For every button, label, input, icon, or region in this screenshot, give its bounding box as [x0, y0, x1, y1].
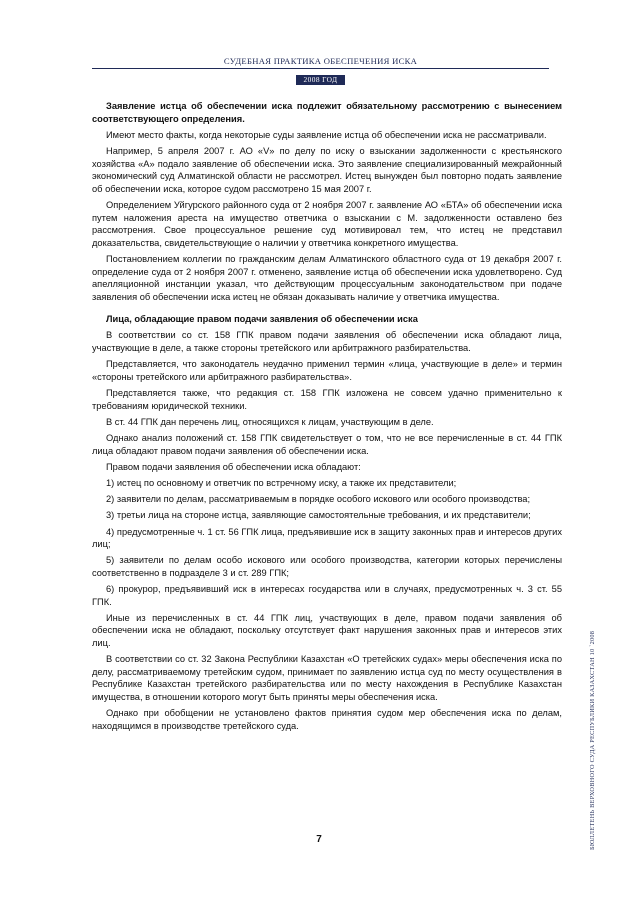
- paragraph: Определением Уйгурского районного суда от 2 ноября 2007 г. заявление АО «БТА» об обеспечении иска путем наложения ареста на имущество ответчика о взыскании с М. задолженности оставлено без рассмотрения. Свое процессуальное решение суд мотивировал тем, что истец не представил доказательства, свидетельствующие о наличии у ответчика конкретного имущества.: [92, 199, 562, 248]
- list-item: 3) третьи лица на стороне истца, заявляющие самостоятельные требования, и их представители;: [106, 510, 531, 521]
- paragraph: Имеют место факты, когда некоторые суды заявление истца об обеспечении иска не рассматривали.: [106, 129, 547, 140]
- side-margin: [586, 620, 598, 850]
- paragraph: Однако анализ положений ст. 158 ГПК свидетельствует о том, что не все перечисленные в ст. 44 ГПК лица обладают правом подачи заявления об обеспечении иска.: [92, 433, 562, 456]
- header-title: СУДЕБНАЯ ПРАКТИКА ОБЕСПЕЧЕНИЯ ИСКА: [223, 56, 418, 66]
- list-item: 2) заявители по делам, рассматриваемым в порядке особого искового или особого производства;: [106, 494, 531, 505]
- running-header: [92, 56, 549, 87]
- list-item: 6) прокурор, предъявивший иск в интересах государства или в случаях, предусмотренных ч. 3 ст. 55 ГПК.: [92, 584, 562, 607]
- page-number: 7: [316, 834, 322, 845]
- list-item: 1) истец по основному и ответчик по встречному иску, а также их представители;: [106, 477, 457, 488]
- paragraph: Заявление истца об обеспечении иска подлежит обязательному рассмотрению с вынесением соответствующего определения.: [92, 101, 562, 124]
- paragraph: В ст. 44 ГПК дан перечень лиц, относящихся к лицам, участвующим в деле.: [106, 416, 434, 427]
- paragraph: Иные из перечисленных в ст. 44 ГПК лиц, участвующих в деле, правом подачи заявления об обеспечении иска не обладают, поскольку отсутствует факт нарушения законных прав и интересов этих лиц.: [92, 612, 562, 649]
- list-item: 5) заявители по делам особо искового или особого производства, категории которых перечислены соответственно в подразделе 3 и ст. 289 ГПК;: [92, 555, 562, 578]
- paragraph: В соответствии со ст. 32 Закона Республики Казахстан «О третейских судах» меры обеспечения иска по делу, рассматриваемому третейским судом, принимает по заявлению истца суд по месту осуществления в Республике Казахстан третейского разбирательства или по месту нахождения в Республике Казахстан имущества, в отношении которого могут быть приняты меры обеспечения иска.: [92, 654, 562, 703]
- paragraph: Постановлением коллегии по гражданским делам Алматинского областного суда от 19 декабря 2007 г. определение суда от 2 ноября 2007 г. отменено, заявление истца об обеспечении иска удовлетворено. Суд апелляционной инстанции указал, что действующим процессуальным законодательством при подаче заявления об обеспечении иска истец не обязан доказывать наличие у ответчика имущества.: [92, 253, 562, 302]
- list-item: 4) предусмотренные ч. 1 ст. 56 ГПК лица, предъявившие иск в защиту законных прав и интересов других лиц;: [92, 526, 562, 550]
- section-heading: Лица, обладающие правом подачи заявления об обеспечении иска: [106, 314, 418, 325]
- paragraph: Например, 5 апреля 2007 г. АО «V» по делу по иску о взыскании задолженности с крестьянского хозяйства «А» подало заявление об обеспечении иска. Это заявление специализированный межрайонный экономический суд Алматинской области не рассмотрел. Истец вынужден был повторно подать заявление об обеспечении иска, которое судом рассмотрено 15 мая 2007 г.: [92, 145, 562, 194]
- paragraph: Правом подачи заявления об обеспечении иска обладают:: [106, 461, 361, 472]
- header-rule: [92, 68, 549, 69]
- bulletin-side-title: БЮЛЛЕТЕНЬ ВЕРХОВНОГО СУДА РЕСПУБЛИКИ КАЗАХСТАН 10 `2008: [589, 630, 596, 850]
- page-body: [92, 100, 562, 736]
- paragraph: Представляется также, что редакция ст. 158 ГПК изложена не совсем удачно применительно к требованиям юридической техники.: [92, 388, 562, 411]
- paragraph: Представляется, что законодатель неудачно применил термин «лица, участвующие в деле» и термин «стороны третейского или арбитражного разбирательства».: [92, 359, 562, 382]
- header-year-badge: 2008 ГОД: [296, 75, 346, 85]
- paragraph: Однако при обобщении не установлено фактов принятия судом мер обеспечения иска по делам, находящимся в производстве третейского суда.: [92, 708, 562, 731]
- paragraph: В соответствии со ст. 158 ГПК правом подачи заявления об обеспечении иска обладают лица, участвующие в деле, а также стороны третейского или арбитражного разбирательства.: [92, 330, 562, 354]
